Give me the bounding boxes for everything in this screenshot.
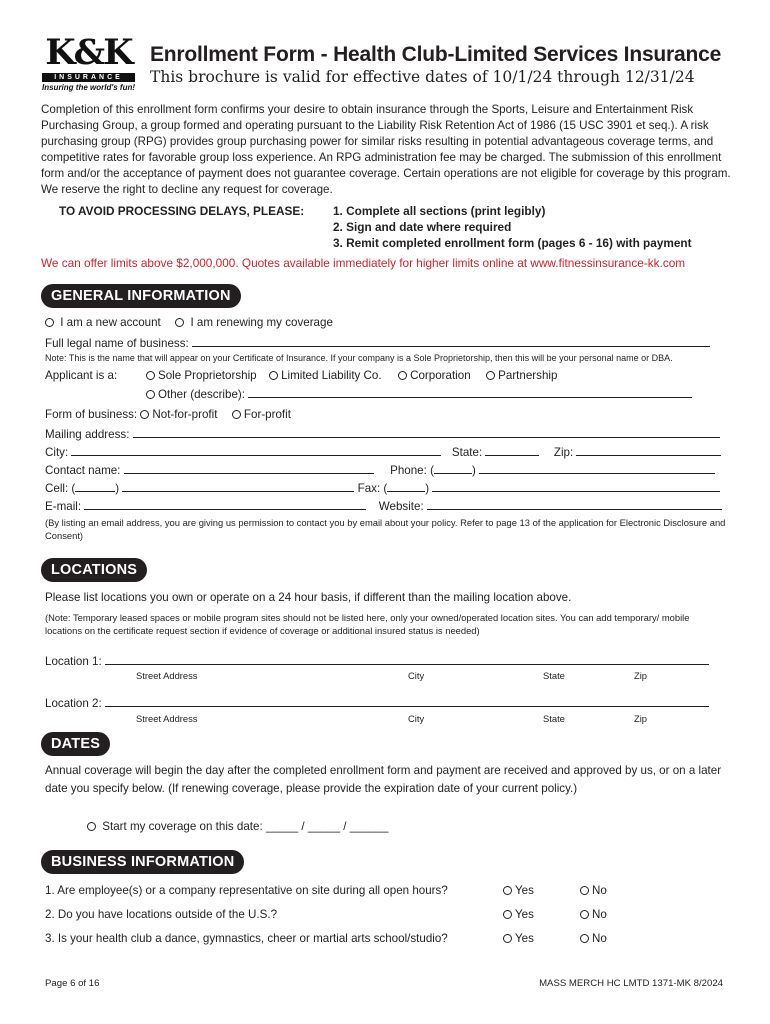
zip-label: Zip: xyxy=(553,446,574,459)
q3-yes-radio[interactable] xyxy=(503,934,512,943)
q2-yes-radio[interactable] xyxy=(503,910,512,919)
location-2-row xyxy=(45,695,709,710)
mailing-address-row xyxy=(45,426,720,441)
business-question-3: 3. Is your health club a dance, gymnastics, cheer or martial arts school/studio? xyxy=(45,932,448,945)
legal-name-row xyxy=(45,335,710,350)
sole-proprietorship-radio[interactable] xyxy=(146,371,155,380)
other-radio[interactable] xyxy=(146,390,155,399)
page-subtitle: This brochure is valid for effective dates of 10/1/24 through 12/31/24 xyxy=(150,68,695,86)
business-question-1: 1. Are employee(s) or a company representative on site during all open hours? xyxy=(45,884,448,897)
cell-label: Cell: ( xyxy=(45,482,76,495)
business-question-2: 2. Do you have locations outside of the U.S.? xyxy=(45,908,278,921)
locations-header: LOCATIONS xyxy=(41,558,147,582)
new-account-radio[interactable] xyxy=(45,318,54,327)
avoid-item: 2. Sign and date where required xyxy=(333,219,512,234)
email-website-row xyxy=(45,498,722,513)
website-field[interactable] xyxy=(427,498,722,510)
page-number: Page 6 of 16 xyxy=(45,978,100,989)
email-field[interactable] xyxy=(84,498,366,510)
not-for-profit-radio[interactable] xyxy=(140,410,149,419)
dates-text: Annual coverage will begin the day after the completed enrollment form and payment are received and approved by us, or on a later date you specify below. (If renewing coverage, please provide the expiration date of your current policy.) xyxy=(45,764,722,795)
general-information-header: GENERAL INFORMATION xyxy=(41,284,241,308)
fax-field[interactable] xyxy=(432,480,720,492)
phone-label: Phone: ( xyxy=(390,464,434,477)
form-code: MASS MERCH HC LMTD 1371-MK 8/2024 xyxy=(539,978,723,989)
q3-no-radio[interactable] xyxy=(580,934,589,943)
contact-name-field[interactable] xyxy=(124,462,374,474)
locations-note: (Note: Temporary leased spaces or mobile program sites should not be listed here, only your owned/operated location sites. You can add temporary/ mobile locations on the certificate request section if evidence of coverage or additional insured status is needed) xyxy=(45,612,690,636)
logo-tagline: Insuring the world's fun! xyxy=(42,83,136,92)
for-profit-radio[interactable] xyxy=(232,410,241,419)
applicant-label: Applicant is a: xyxy=(45,369,118,382)
start-date-label: Start my coverage on this date: xyxy=(102,820,263,833)
higher-limits-note: We can offer limits above $2,000,000. Quotes available immediately for higher limits online at www.fitnessinsurance-kk.com xyxy=(41,256,686,270)
partnership-label: Partnership xyxy=(498,369,558,382)
mailing-address-field[interactable] xyxy=(133,426,720,438)
fax-paren: ) xyxy=(425,482,430,495)
q1-yes-radio[interactable] xyxy=(503,886,512,895)
partnership-radio[interactable] xyxy=(486,371,495,380)
location-2-field[interactable] xyxy=(105,695,709,707)
state-field[interactable] xyxy=(485,444,539,456)
q1-no-radio[interactable] xyxy=(580,886,589,895)
locations-intro: Please list locations you own or operate on a 24 hour basis, if different than the mailing location above. xyxy=(45,591,572,604)
location-1-city-caption: City xyxy=(408,670,425,681)
for-profit-label: For-profit xyxy=(243,408,291,421)
location-1-row xyxy=(45,653,709,668)
q1-yes-option xyxy=(503,884,534,897)
location-1-state-caption: State xyxy=(543,670,565,681)
applicant-options-row xyxy=(146,369,557,382)
logo-insurance-bar: INSURANCE xyxy=(42,73,135,82)
intro-paragraph: Completion of this enrollment form confirms your desire to obtain insurance through the Sports, Leisure and Entertainment Risk Purchasing Group, a group formed and operating pursuant to the Liability Risk Retention Act of 1986 (15 USC 3901 et seq.). A risk purchasing group (RPG) provides group purchasing power for similar risks resulting in potential advantageous coverage terms, and competitive rates for favorable group loss experience. An RPG administration fee may be charged. The submission of this enrollment form and/or the acceptance of payment does not guarantee coverage. Certain operations are not eligible for coverage by this program. We reserve the right to decline any request for coverage. xyxy=(41,103,731,197)
start-date-radio[interactable] xyxy=(87,822,96,831)
legal-name-field[interactable] xyxy=(192,335,710,347)
location-2-label: Location 2: xyxy=(45,697,102,710)
avoid-item: 3. Remit completed enrollment form (pages 6 - 16) with payment xyxy=(333,235,692,250)
dates-header: DATES xyxy=(41,732,110,756)
phone-paren: ) xyxy=(471,464,476,477)
location-1-field[interactable] xyxy=(105,653,709,665)
new-account-label: I am a new account xyxy=(60,316,161,329)
website-label: Website: xyxy=(378,500,424,513)
q3-yes-option xyxy=(503,932,534,945)
llc-radio[interactable] xyxy=(269,371,278,380)
q2-yes-label: Yes xyxy=(515,908,534,921)
avoid-delays-list xyxy=(333,204,692,251)
renewing-label: I am renewing my coverage xyxy=(190,316,333,329)
kk-insurance-logo xyxy=(41,32,136,92)
legal-name-note: Note: This is the name that will appear on your Certificate of Insurance. If your company is a Sole Proprietorship, then this will be your personal name or DBA. xyxy=(45,353,673,363)
page-title: Enrollment Form - Health Club-Limited Services Insurance xyxy=(150,43,722,66)
llc-label: Limited Liability Co. xyxy=(281,369,382,382)
location-2-street-caption: Street Address xyxy=(136,713,198,724)
location-1-street-caption: Street Address xyxy=(136,670,198,681)
other-row xyxy=(146,386,692,401)
location-1-label: Location 1: xyxy=(45,655,102,668)
form-of-business-label: Form of business: xyxy=(45,408,138,421)
phone-area-code-field[interactable] xyxy=(434,462,472,474)
corporation-label: Corporation xyxy=(410,369,471,382)
avoid-item: 1. Complete all sections (print legibly) xyxy=(333,204,546,218)
q2-no-option xyxy=(580,908,607,921)
contact-name-label: Contact name: xyxy=(45,464,121,477)
location-2-state-caption: State xyxy=(543,713,565,724)
email-consent-note: (By listing an email address, you are giving us permission to contact you by email about your policy. Refer to page 13 of the application for Electronic Disclosure and Consent) xyxy=(45,517,726,541)
logo-kk-text: K&K xyxy=(45,32,132,73)
zip-field[interactable] xyxy=(576,444,721,456)
cell-fax-row xyxy=(45,480,720,495)
city-field[interactable] xyxy=(71,444,441,456)
avoid-delays-label: TO AVOID PROCESSING DELAYS, PLEASE: xyxy=(59,204,305,218)
q1-no-option xyxy=(580,884,607,897)
start-date-field[interactable]: _____ / _____ / ______ xyxy=(265,820,389,833)
location-1-zip-caption: Zip xyxy=(634,670,648,681)
q2-no-radio[interactable] xyxy=(580,910,589,919)
q1-no-label: No xyxy=(592,884,607,897)
cell-field[interactable] xyxy=(122,480,354,492)
fax-area-code-field[interactable] xyxy=(387,480,425,492)
form-of-business-row xyxy=(45,408,291,421)
start-date-row xyxy=(87,820,388,833)
not-for-profit-label: Not-for-profit xyxy=(152,408,218,421)
state-label: State: xyxy=(451,446,483,459)
q3-no-label: No xyxy=(592,932,607,945)
sole-proprietorship-label: Sole Proprietorship xyxy=(158,369,257,382)
other-describe-field[interactable] xyxy=(248,386,692,398)
corporation-radio[interactable] xyxy=(398,371,407,380)
q3-yes-label: Yes xyxy=(515,932,534,945)
location-2-zip-caption: Zip xyxy=(634,713,648,724)
mailing-address-label: Mailing address: xyxy=(45,428,130,441)
business-information-header: BUSINESS INFORMATION xyxy=(41,850,244,874)
location-2-city-caption: City xyxy=(408,713,425,724)
cell-area-code-field[interactable] xyxy=(75,480,115,492)
phone-field[interactable] xyxy=(479,462,715,474)
q2-no-label: No xyxy=(592,908,607,921)
city-label: City: xyxy=(45,446,69,459)
contact-phone-row xyxy=(45,462,715,477)
fax-label: Fax: ( xyxy=(357,482,388,495)
other-label: Other (describe): xyxy=(158,388,245,401)
q3-no-option xyxy=(580,932,607,945)
q1-yes-label: Yes xyxy=(515,884,534,897)
city-state-zip-row xyxy=(45,444,721,459)
q2-yes-option xyxy=(503,908,534,921)
cell-paren: ) xyxy=(115,482,120,495)
account-type-row xyxy=(45,316,333,329)
renewing-radio[interactable] xyxy=(175,318,184,327)
legal-name-label: Full legal name of business: xyxy=(45,337,189,350)
email-label: E-mail: xyxy=(45,500,82,513)
